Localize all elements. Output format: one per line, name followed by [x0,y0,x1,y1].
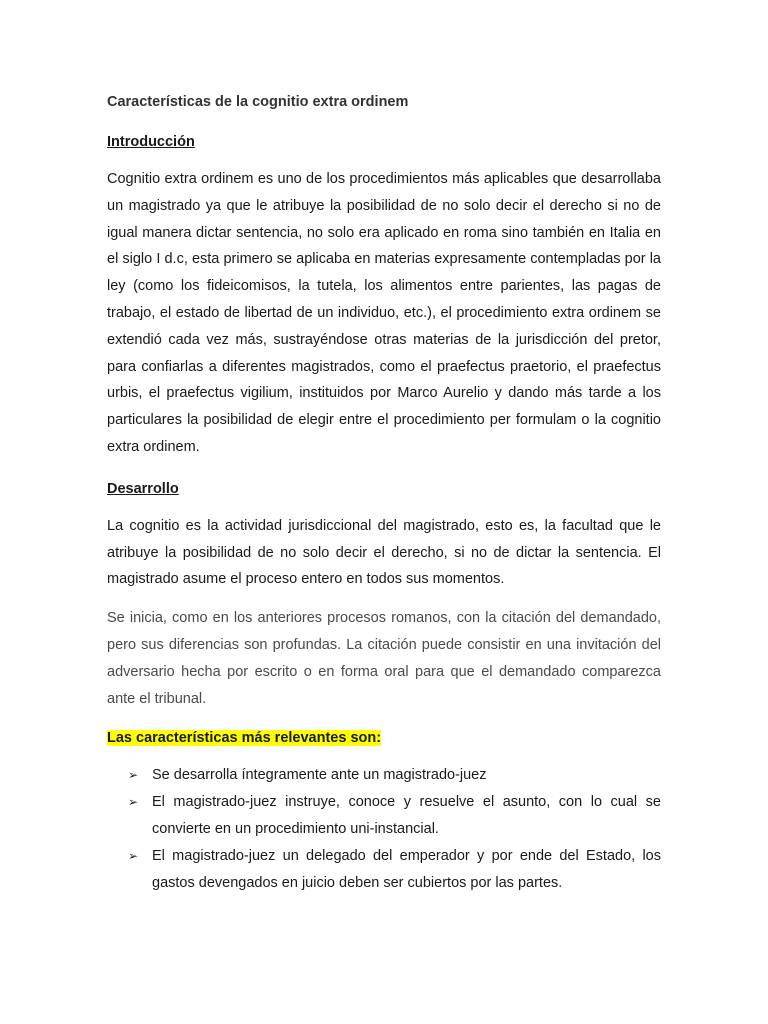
list-item [107,843,661,897]
desarrollo-paragraph-1: La cognitio es la actividad jurisdiccional del magistrado, esto es, la facultad que le atribuye la posibilidad de no solo decir el derecho, si no de dictar la sentencia. El magistrado asume el proceso entero en todos sus momentos. [107,517,661,588]
list-item-text: El magistrado-juez un delegado del emperador y por ende del Estado, los gastos devengados en juicio deben ser cubiertos por las partes. [152,847,661,891]
arrowhead-bullet-icon: ➢ [128,768,139,783]
document-title: Características de la cognitio extra ordinem [107,94,409,110]
list-item-text: Se desarrolla íntegramente ante un magistrado-juez [152,767,487,784]
desarrollo-heading: Desarrollo [107,480,179,497]
list-item-text: El magistrado-juez instruye, conoce y resuelve el asunto, con lo cual se convierte en un procedimiento uni-instancial. [152,794,661,837]
intro-heading: Introducción [107,134,195,150]
arrowhead-bullet-icon: ➢ [128,795,139,810]
features-list [107,762,661,896]
desarrollo-paragraph-2: Se inicia, como en los anteriores procesos romanos, con la citación del demandado, pero sus diferencias son profundas. La citación puede consistir en una invitación del adversario hecha por escrito o en forma oral para que el demandado comparezca ante el tribunal. [107,610,661,707]
features-heading [107,728,661,748]
features-heading-text: Las características más relevantes son: [107,730,382,747]
intro-paragraph: Cognitio extra ordinem es uno de los procedimientos más aplicables que desarrollaba un magistrado ya que le atribuye la posibilidad de no solo decir el derecho si no de igual manera dictar sentencia, no solo era aplicado en roma sino también en Italia en el siglo I d.c, esta primero se aplicaba en materias expresamente contempladas por la ley (como los fideicomisos, la tutela, los alimentos entre parientes, las pagas de trabajo, el estado de libertad de un individuo, etc.), el procedimiento extra ordinem se extendió cada vez más, sustrayéndose otras materias de la jurisdicción del pretor, para confiarlas a diferentes magistrados, como el praefectus praetorio, el praefectus urbis, el praefectus vigilium, instituidos por Marco Aurelio y dando más tarde a los particulares la posibilidad de elegir entre el procedimiento per formulam o la cognitio extra ordinem. [107,171,661,455]
list-item [107,762,661,789]
arrowhead-bullet-icon: ➢ [128,848,139,863]
list-item [107,789,661,843]
document-content [107,92,661,896]
